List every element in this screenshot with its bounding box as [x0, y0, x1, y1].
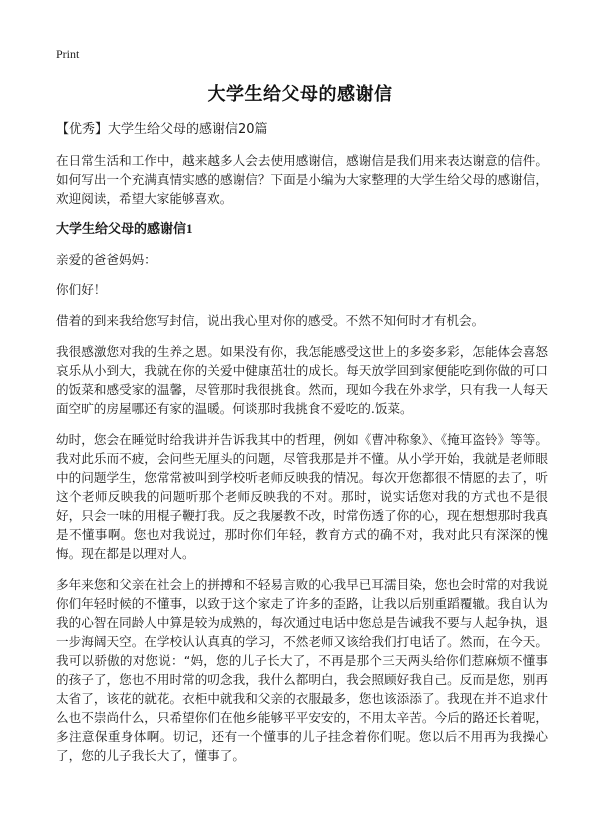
- section-heading: [56, 220, 548, 239]
- page-title: 大学生给父母的感谢信: [207, 84, 393, 105]
- letter-salutation: 亲爱的爸爸妈妈：: [56, 252, 157, 267]
- section-heading-text: 大学生给父母的感谢信: [56, 222, 187, 237]
- document-subtitle: 【优秀】大学生给父母的感谢信20篇: [56, 122, 268, 137]
- letter-paragraph: 幼时，您会在睡觉时给我讲并告诉我其中的哲理，例如《曹冲称象》、《掩耳盗铃》等等。我对此乐而不疲，会问些无厘头的问题，尽管我那是并不懂。从小学开始，我就是老师眼中的问题学生，您常常被叫到学校听老师反映我的情况。每次开您都很不情愿的去了，听这个老师反映我的问题听那个老师反映我的不对。那时，说实话您对我的方式也不是很好，只会一味的用棍子鞭打我。反之我屡教不改，时常伤透了你的心，现在想想那时我真是不懂事啊。您也对我说过，那时你们年轻，教育方式的确不对，我对此只有深深的愧悔。现在都是以理对人。: [56, 432, 548, 561]
- letter-paragraph: 我很感激您对我的生养之恩。如果没有你，我怎能感受这世上的多姿多彩，怎能体会喜怒哀乐从小到大，我就在你的关爱中健康茁壮的成长。每天放学回到家便能吃到你做的可口的饭菜和感受家的温馨，尽管那时我很挑食。然而，现如今我在外求学，只有我一人每天面空旷的房屋哪还有家的温暖。何谈那时我挑食不爱吃的.饭菜。: [56, 344, 548, 416]
- section-number: 1: [186, 221, 193, 236]
- document-body: [56, 121, 548, 777]
- letter-greeting: 你们好！: [56, 282, 107, 297]
- intro-paragraph: 在日常生活和工作中，越来越多人会去使用感谢信，感谢信是我们用来表达谢意的信件。如何写出一个充满真情实感的感谢信？下面是小编为大家整理的大学生给父母的感谢信，欢迎阅读，希望大家能够喜欢。: [56, 153, 548, 206]
- print-link[interactable]: Print: [56, 47, 80, 61]
- letter-paragraph: 借着的到来我给您写封信，说出我心里对你的感受。不然不知何时才有机会。: [56, 313, 485, 328]
- letter-paragraph: 多年来您和父亲在社会上的拼搏和不轻易言败的心我早已耳濡目染，您也会时常的对我说你们年轻时候的不懂事，以致于这个家走了许多的歪路，让我以后别重蹈覆辙。我自认为我的心智在同龄人中算是较为成熟的，每次通过电话中您总是告诫我不要与人起争执，退一步海阔天空。在学校认认真真的学习，不然老师又该给我们打电话了。然而，在今天。我可以骄傲的对您说：“妈，您的儿子长大了，不再是那个三天两头给你们惹麻烦不懂事的孩子了，您也不用时常的叨念我，我什么都明白，我会照顾好我自己。反而是您，别再太省了，该花的就花。衣柜中就我和父亲的衣服最多，您也该添添了。我现在并不追求什么也不崇尚什么，只希望你们在他乡能够平平安安的，不用太辛苦。今后的路还长着呢，多注意保重身体啊。切记，还有一个懂事的儿子挂念着你们呢。您以后不用再为我操心了，您的儿子我长大了，懂事了。: [56, 577, 548, 763]
